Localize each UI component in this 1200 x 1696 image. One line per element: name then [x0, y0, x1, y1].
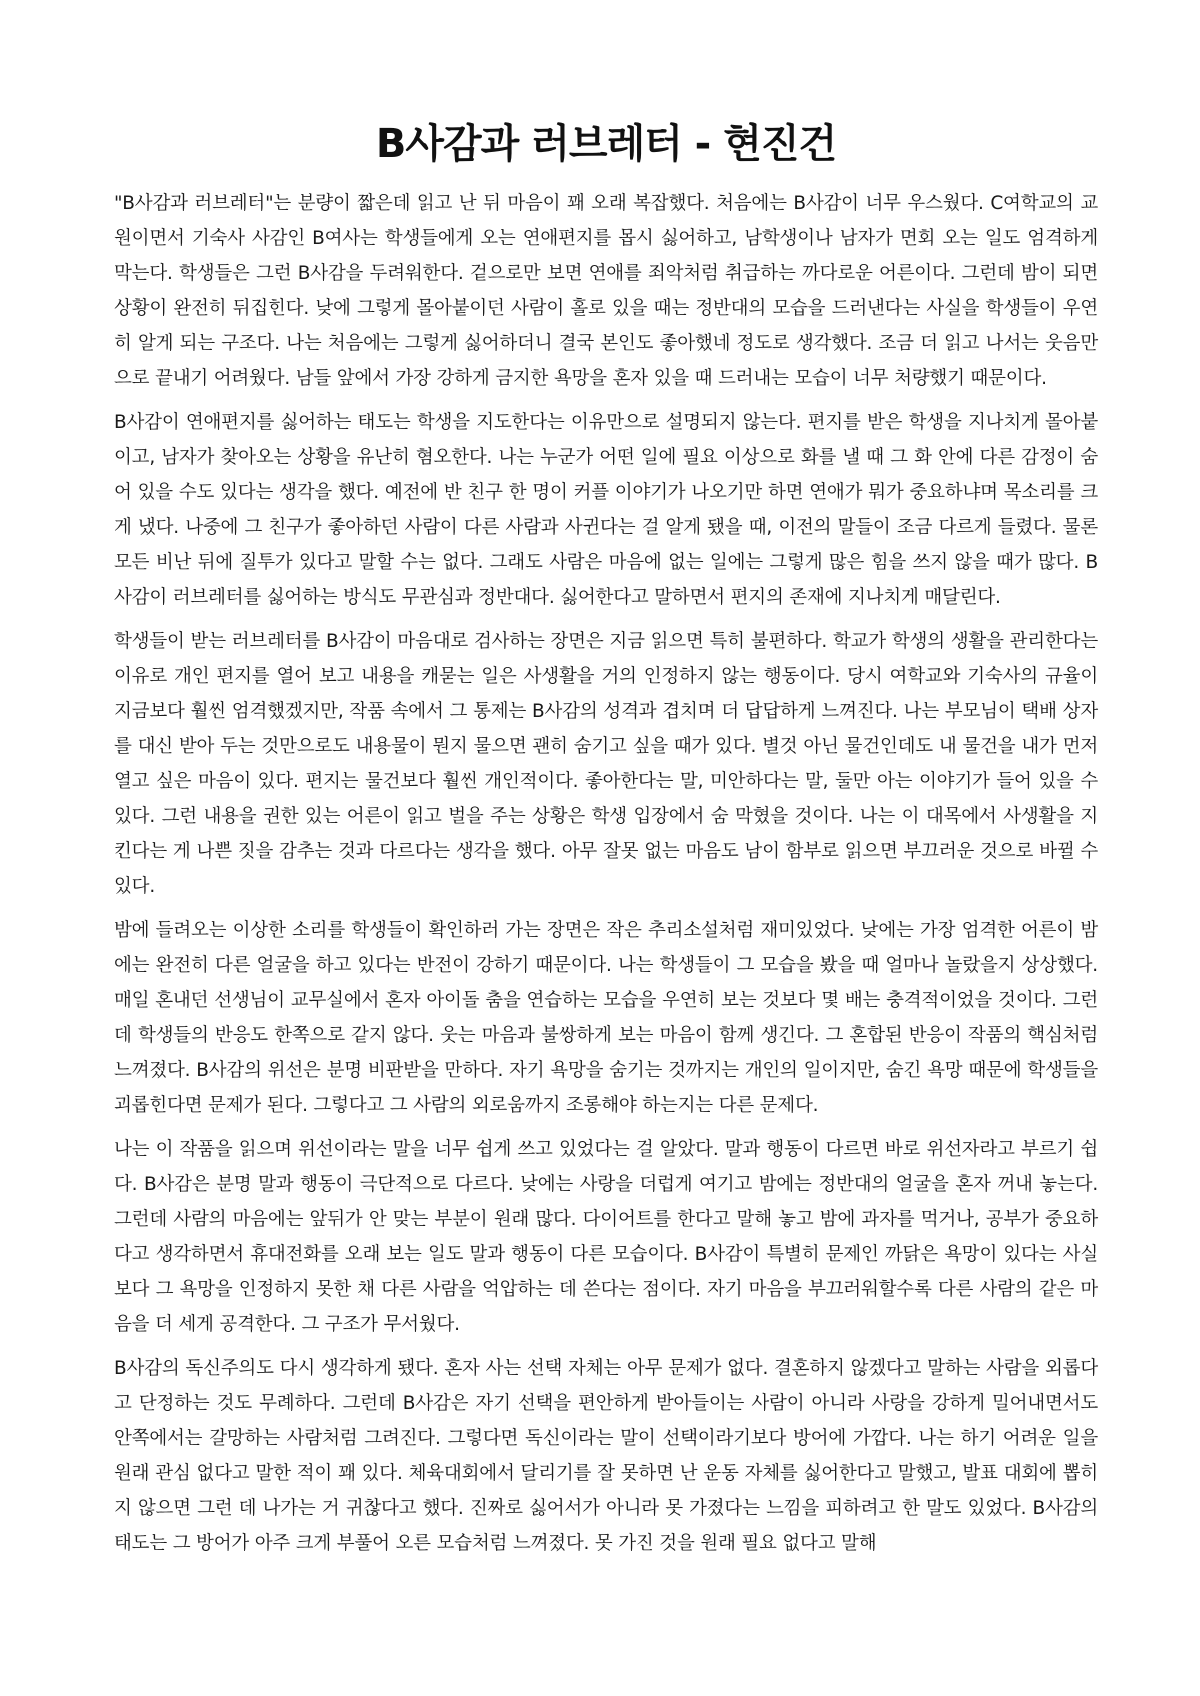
paragraph-3: 학생들이 받는 러브레터를 B사감이 마음대로 검사하는 장면은 지금 읽으면 특히 불편하다. 학교가 학생의 생활을 관리한다는 이유로 개인 편지를 열어 보고 내용을 캐묻는 일은 사생활을 거의 인정하지 않는 행동이다. 당시 여학교와 기숙사의 규율이 지금보다 훨씬 엄격했겠지만, 작품 속에서 그 통제는 B사감의 성격과 겹치며 더 답답하게 느껴진다. 나는 부모님이 택배 상자를 대신 받아 두는 것만으로도 내용물이 뭔지 물으면 괜히 숨기고 싶을 때가 있다. 별것 아닌 물건인데도 내 물건을 내가 먼저 열고 싶은 마음이 있다. 편지는 물건보다 훨씬 개인적이다. 좋아한다는 말, 미안하다는 말, 둘만 아는 이야기가 들어 있을 수 있다. 그런 내용을 권한 있는 어른이 읽고 벌을 주는 상황은 학생 입장에서 숨 막혔을 것이다. 나는 이 대목에서 사생활을 지킨다는 게 나쁜 짓을 감추는 것과 다르다는 생각을 했다. 아무 잘못 없는 마음도 남이 함부로 읽으면 부끄러운 것으로 바뀔 수 있다.	[114, 631, 1098, 897]
paragraph-6: B사감의 독신주의도 다시 생각하게 됐다. 혼자 사는 선택 자체는 아무 문제가 없다. 결혼하지 않겠다고 말하는 사람을 외롭다고 단정하는 것도 무례하다. 그런데 B사감은 자기 선택을 편안하게 받아들이는 사람이 아니라 사랑을 강하게 밀어내면서도 안쪽에서는 갈망하는 사람처럼 그려진다. 그렇다면 독신이라는 말이 선택이라기보다 방어에 가깝다. 나는 하기 어려운 일을 원래 관심 없다고 말한 적이 꽤 있다. 체육대회에서 달리기를 잘 못하면 난 운동 자체를 싫어한다고 말했고, 발표 대회에 뽑히지 않으면 그런 데 나가는 거 귀찮다고 했다. 진짜로 싫어서가 아니라 못 가졌다는 느낌을 피하려고 한 말도 있었다. B사감의 태도는 그 방어가 아주 크게 부풀어 오른 모습처럼 느껴졌다. 못 가진 것을 원래 필요 없다고 말해	[114, 1358, 1098, 1554]
paragraph-2: B사감이 연애편지를 싫어하는 태도는 학생을 지도한다는 이유만으로 설명되지 않는다. 편지를 받은 학생을 지나치게 몰아붙이고, 남자가 찾아오는 상황을 유난히 혐오한다. 나는 누군가 어떤 일에 필요 이상으로 화를 낼 때 그 화 안에 다른 감정이 숨어 있을 수도 있다는 생각을 했다. 예전에 반 친구 한 명이 커플 이야기가 나오기만 하면 연애가 뭐가 중요하냐며 목소리를 크게 냈다. 나중에 그 친구가 좋아하던 사람이 다른 사람과 사귄다는 걸 알게 됐을 때, 이전의 말들이 조금 다르게 들렸다. 물론 모든 비난 뒤에 질투가 있다고 말할 수는 없다. 그래도 사람은 마음에 없는 일에는 그렇게 많은 힘을 쓰지 않을 때가 많다. B사감이 러브레터를 싫어하는 방식도 무관심과 정반대다. 싫어한다고 말하면서 편지의 존재에 지나치게 매달린다.	[114, 412, 1098, 608]
document-title: B사감과 러브레터 - 현진건	[375, 121, 837, 167]
paragraph-1: "B사감과 러브레터"는 분량이 짧은데 읽고 난 뒤 마음이 꽤 오래 복잡했다. 처음에는 B사감이 너무 우스웠다. C여학교의 교원이면서 기숙사 사감인 B여사는 학생들에게 오는 연애편지를 몹시 싫어하고, 남학생이나 남자가 면회 오는 일도 엄격하게 막는다. 학생들은 그런 B사감을 두려워한다. 겉으로만 보면 연애를 죄악처럼 취급하는 까다로운 어른이다. 그런데 밤이 되면 상황이 완전히 뒤집힌다. 낮에 그렇게 몰아붙이던 사람이 홀로 있을 때는 정반대의 모습을 드러낸다는 사실을 학생들이 우연히 알게 되는 구조다. 나는 처음에는 그렇게 싫어하더니 결국 본인도 좋아했네 정도로 생각했다. 조금 더 읽고 나서는 웃음만으로 끝내기 어려웠다. 남들 앞에서 가장 강하게 금지한 욕망을 혼자 있을 때 드러내는 모습이 너무 처량했기 때문이다.	[114, 193, 1098, 389]
paragraph-5: 나는 이 작품을 읽으며 위선이라는 말을 너무 쉽게 쓰고 있었다는 걸 알았다. 말과 행동이 다르면 바로 위선자라고 부르기 쉽다. B사감은 분명 말과 행동이 극단적으로 다르다. 낮에는 사랑을 더럽게 여기고 밤에는 정반대의 얼굴을 혼자 꺼내 놓는다. 그런데 사람의 마음에는 앞뒤가 안 맞는 부분이 원래 많다. 다이어트를 한다고 말해 놓고 밤에 과자를 먹거나, 공부가 중요하다고 생각하면서 휴대전화를 오래 보는 일도 말과 행동이 다른 모습이다. B사감이 특별히 문제인 까닭은 욕망이 있다는 사실보다 그 욕망을 인정하지 못한 채 다른 사람을 억압하는 데 쓴다는 점이다. 자기 마음을 부끄러워할수록 다른 사람의 같은 마음을 더 세게 공격한다. 그 구조가 무서웠다.	[114, 1139, 1098, 1335]
paragraph-4: 밤에 들려오는 이상한 소리를 학생들이 확인하러 가는 장면은 작은 추리소설처럼 재미있었다. 낮에는 가장 엄격한 어른이 밤에는 완전히 다른 얼굴을 하고 있다는 반전이 강하기 때문이다. 나는 학생들이 그 모습을 봤을 때 얼마나 놀랐을지 상상했다. 매일 혼내던 선생님이 교무실에서 혼자 아이돌 춤을 연습하는 모습을 우연히 보는 것보다 몇 배는 충격적이었을 것이다. 그런데 학생들의 반응도 한쪽으로 같지 않다. 웃는 마음과 불쌍하게 보는 마음이 함께 생긴다. 그 혼합된 반응이 작품의 핵심처럼 느껴졌다. B사감의 위선은 분명 비판받을 만하다. 자기 욕망을 숨기는 것까지는 개인의 일이지만, 숨긴 욕망 때문에 학생들을 괴롭힌다면 문제가 된다. 그렇다고 그 사람의 외로움까지 조롱해야 하는지는 다른 문제다.	[114, 920, 1098, 1116]
